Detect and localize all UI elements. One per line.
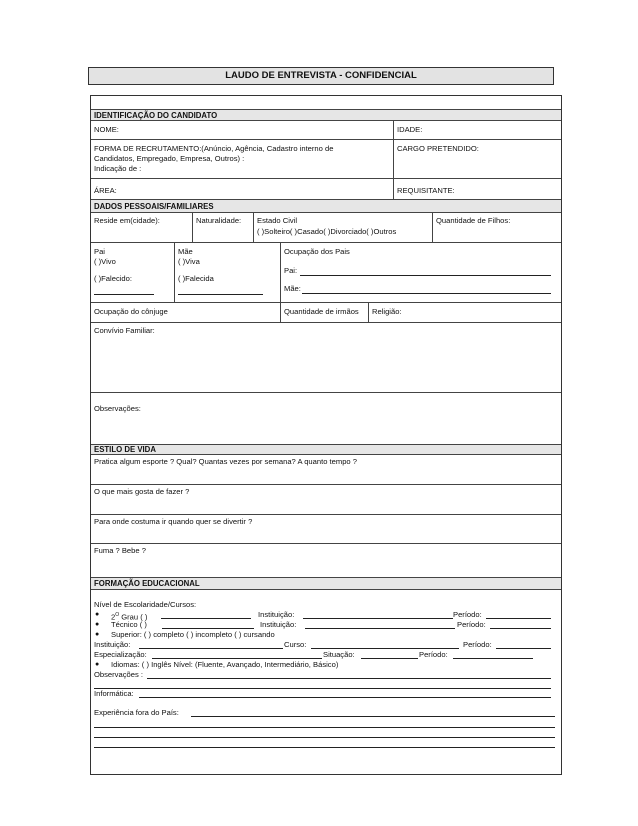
estado-civil-options: ( )Solteiro( )Casado( )Divorciado( )Outros [257,227,397,236]
pai-label: Pai [94,247,105,256]
cargo-label: CARGO PRETENDIDO: [397,144,479,153]
nome-label: NOME: [94,125,119,134]
section-header-estilo: ESTILO DE VIDA [91,444,561,454]
curso-label: Curso: [284,640,307,649]
bullet-icon: ● [95,611,100,618]
row-convivio [91,322,561,392]
informatica-label: Informática: [94,689,134,698]
instituicao-label: Instituição: [258,610,295,619]
interview-form [90,95,562,775]
section-header-identificacao: IDENTIFICAÇÃO DO CANDIDATO [91,109,561,120]
esporte-question: Pratica algum esporte ? Qual? Quantas vezes por semana? A quanto tempo ? [94,457,357,466]
section-header-educacao: FORMAÇÃO EDUCACIONAL [91,577,561,589]
instituicao-superior-label: Instituição: [94,640,131,649]
row-observacoes [91,392,561,439]
mae-viva-option: ( )Viva [178,257,200,266]
periodo-label: Período: [453,610,482,619]
forma-label-1: FORMA DE RECRUTAMENTO:(Anúncio, Agência, Cadastro interno de [94,144,334,153]
row-reside [91,212,561,242]
area-label: ÁREA: [94,186,117,195]
row-esporte [91,454,561,484]
periodo-superior-label: Período: [463,640,492,649]
bullet-icon: ● [95,661,100,668]
mae-falecida-option: ( )Falecida [178,274,214,283]
experiencia-label: Experiência fora do País: [94,708,179,717]
mae-label: Mãe [178,247,193,256]
naturalidade-label: Naturalidade: [196,216,242,225]
ocupacao-mae-label: Mãe: [284,284,301,293]
estado-civil-label: Estado Civil [257,216,298,225]
periodo-especializacao-label: Período: [419,650,448,659]
row-conjuge [91,302,561,322]
gosta-question: O que mais gosta de fazer ? [94,487,190,496]
instituicao-tecnico-label: Instituição: [260,620,297,629]
observacoes-educacao-label: Observações : [94,670,143,679]
situacao-label: Situação: [323,650,355,659]
diversao-question: Para onde costuma ir quando quer se divertir ? [94,517,253,526]
especializacao-label: Especialização: [94,650,147,659]
idade-label: IDADE: [397,125,423,134]
superior-option: Superior: ( ) completo ( ) incompleto ( ) cursando [111,630,275,639]
pai-vivo-option: ( )Vivo [94,257,116,266]
row-pais [91,242,561,302]
observacoes-label: Observações: [94,404,141,413]
bullet-icon: ● [95,631,100,638]
indicacao-label: Indicação de : [94,164,142,173]
pai-falecido-option: ( )Falecido: [94,274,132,283]
tecnico-option: Técnico ( ) [111,620,147,629]
ocupacao-pai-label: Pai: [284,266,298,275]
religiao-label: Religião: [372,307,402,316]
nivel-label: Nível de Escolaridade/Cursos: [94,600,197,609]
periodo-tecnico-label: Período: [457,620,486,629]
convivio-label: Convívio Familiar: [94,326,155,335]
reside-label: Reside em(cidade): [94,216,160,225]
ocupacao-conjuge-label: Ocupação do cônjuge [94,307,168,316]
row-diversao [91,514,561,543]
page-title: LAUDO DE ENTREVISTA - CONFIDENCIAL [88,67,554,85]
idiomas-option: Idiomas: ( ) Inglês Nível: (Fluente, Avançado, Intermediário, Básico) [111,660,339,669]
irmaos-label: Quantidade de irmãos [284,307,359,316]
fuma-question: Fuma ? Bebe ? [94,546,146,555]
row-fuma [91,543,561,572]
segundo-grau-option: $2^O$ Grau ( ) [111,612,148,622]
row-area [91,178,561,199]
row-nome [91,120,561,139]
ocupacao-pais-label: Ocupação dos Pais [284,247,350,256]
requisitante-label: REQUISITANTE: [397,186,455,195]
filhos-label: Quantidade de Filhos: [436,216,511,225]
row-gosta [91,484,561,514]
section-header-pessoais: DADOS PESSOAIS/FAMILIARES [91,199,561,212]
row-forma [91,139,561,178]
bullet-icon: ● [95,621,100,628]
forma-label-2: Candidatos, Empregado, Empresa, Outros) : [94,154,245,163]
row-educacao [91,589,561,759]
